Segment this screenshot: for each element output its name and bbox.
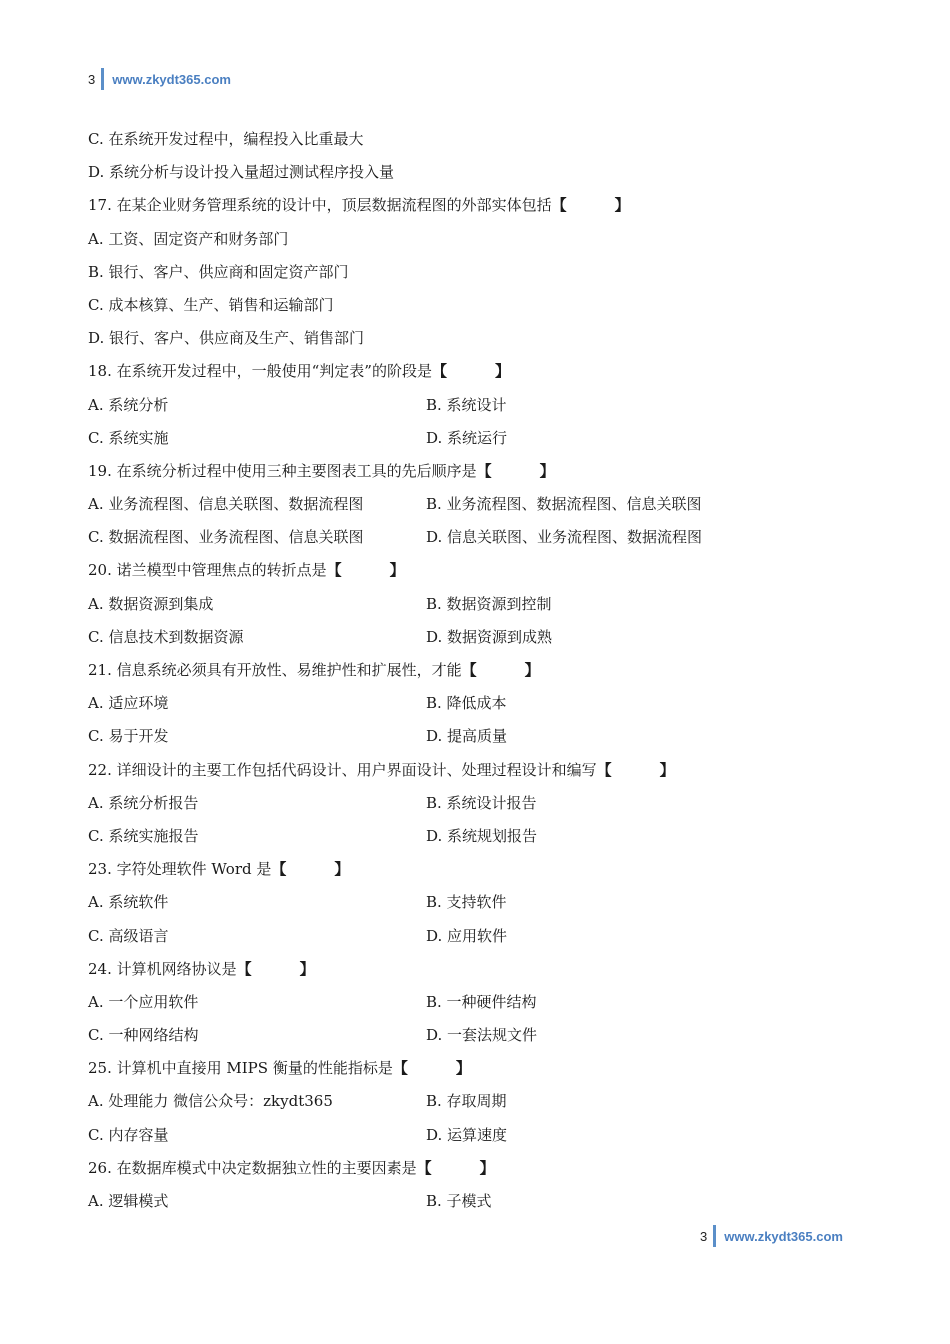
answer-bracket-close: 】 [299,959,315,978]
option-line [88,123,848,156]
option-row [88,920,848,953]
footer-page-number: 3 [700,1228,708,1244]
option-row [88,621,848,654]
page-footer [700,1225,843,1247]
option-left: A. 处理能力 微信公众号：zkydt365 [88,1092,333,1111]
option-left: C. 高级语言 [88,926,169,945]
option-left: A. 一个应用软件 [88,992,199,1011]
header-divider [101,68,104,90]
option-row [88,820,848,853]
option-row [88,389,848,422]
question-text: 24. 计算机网络协议是 [88,959,237,978]
answer-bracket-open: 【 [392,1059,408,1078]
answer-bracket-open: 【 [431,362,447,381]
question-text: 17. 在某企业财务管理系统的设计中，顶层数据流程图的外部实体包括 [88,196,552,215]
exam-content [88,123,848,1218]
answer-bracket-open: 【 [476,461,492,480]
answer-bracket-open: 【 [551,196,567,215]
answer-bracket-close: 】 [455,1059,471,1078]
option-left: A. 逻辑模式 [88,1192,169,1210]
option-row [88,720,848,753]
question-line [88,1152,848,1185]
option-row [88,986,848,1019]
question-line [88,189,848,222]
option-line [88,322,848,355]
option-left: A. 系统分析 [88,395,169,414]
option-row [88,1019,848,1052]
question-text: 18. 在系统开发过程中，一般使用“判定表”的阶段是 [88,362,432,381]
option-left: C. 一种网络结构 [88,1026,199,1045]
option-right: D. 系统规划报告 [426,826,538,845]
option-row [88,521,848,554]
question-line [88,455,848,488]
question-text: 19. 在系统分析过程中使用三种主要图表工具的先后顺序是 [88,461,477,480]
header-page-number: 3 [88,71,96,87]
option-text: C. 成本核算、生产、销售和运输部门 [88,295,334,314]
answer-bracket-close: 】 [494,362,510,381]
option-row [88,1085,848,1118]
option-text: B. 银行、客户、供应商和固定资产部门 [88,262,349,281]
option-row [88,886,848,919]
option-right: D. 数据资源到成熟 [426,627,553,646]
option-line [88,256,848,289]
question-text: 21. 信息系统必须具有开放性、易维护性和扩展性，才能 [88,661,462,679]
option-left: C. 内存容量 [88,1125,169,1144]
question-text: 20. 诺兰模型中管理焦点的转折点是 [88,561,327,580]
question-text: 25. 计算机中直接用 MIPS 衡量的性能指标是 [88,1059,393,1078]
option-right: B. 数据资源到控制 [426,594,552,613]
page-header [88,68,231,90]
option-right: D. 应用软件 [426,926,508,945]
footer-site-link[interactable]: www.zkydt365.com [724,1228,843,1244]
question-line [88,654,848,687]
option-text: C. 在系统开发过程中，编程投入比重最大 [88,130,364,148]
question-line [88,853,848,886]
option-right: D. 信息关联图、业务流程图、数据流程图 [426,528,703,547]
option-left: C. 系统实施 [88,428,169,447]
answer-bracket-close: 】 [389,561,405,580]
question-text: 22. 详细设计的主要工作包括代码设计、用户界面设计、处理过程设计和编写 [88,760,597,779]
option-right: B. 支持软件 [426,893,507,912]
question-line [88,1052,848,1085]
answer-bracket-close: 】 [614,196,630,215]
answer-bracket-close: 】 [539,461,555,480]
question-line [88,554,848,587]
answer-bracket-close: 】 [524,661,540,679]
answer-bracket-open: 【 [596,760,612,779]
answer-bracket-open: 【 [416,1158,432,1177]
question-text: 23. 字符处理软件 Word 是 [88,860,272,879]
option-left: A. 系统软件 [88,893,169,912]
option-row [88,422,848,455]
option-row [88,588,848,621]
footer-divider [713,1225,716,1247]
option-right: B. 子模式 [426,1192,492,1210]
option-row [88,687,848,720]
option-row [88,787,848,820]
option-line [88,289,848,322]
option-row [88,1119,848,1152]
option-left: C. 易于开发 [88,727,169,746]
option-right: B. 系统设计报告 [426,793,537,812]
option-text: A. 工资、固定资产和财务部门 [88,229,289,248]
answer-bracket-open: 【 [271,860,287,879]
option-left: C. 系统实施报告 [88,826,199,845]
option-right: D. 运算速度 [426,1125,508,1144]
option-line [88,156,848,189]
answer-bracket-open: 【 [461,661,477,679]
option-right: B. 存取周期 [426,1092,507,1111]
option-left: A. 适应环境 [88,694,169,713]
header-site-link[interactable]: www.zkydt365.com [112,71,231,87]
option-right: D. 一套法规文件 [426,1026,538,1045]
answer-bracket-open: 【 [326,561,342,580]
option-row [88,488,848,521]
answer-bracket-open: 【 [236,959,252,978]
option-text: D. 系统分析与设计投入量超过测试程序投入量 [88,163,395,182]
option-right: D. 提高质量 [426,727,508,746]
option-left: C. 信息技术到数据资源 [88,627,244,646]
question-line [88,953,848,986]
option-left: A. 数据资源到集成 [88,594,214,613]
question-text: 26. 在数据库模式中决定数据独立性的主要因素是 [88,1158,417,1177]
question-line [88,754,848,787]
option-right: B. 一种硬件结构 [426,992,537,1011]
option-line [88,223,848,256]
option-right: B. 业务流程图、数据流程图、信息关联图 [426,495,702,514]
option-left: C. 数据流程图、业务流程图、信息关联图 [88,528,364,547]
option-row [88,1185,848,1218]
option-right: B. 降低成本 [426,694,507,713]
option-text: D. 银行、客户、供应商及生产、销售部门 [88,329,365,348]
option-left: A. 业务流程图、信息关联图、数据流程图 [88,495,364,514]
answer-bracket-close: 】 [334,860,350,879]
option-right: D. 系统运行 [426,428,508,447]
answer-bracket-close: 】 [479,1158,495,1177]
option-right: B. 系统设计 [426,395,507,414]
answer-bracket-close: 】 [659,760,675,779]
option-left: A. 系统分析报告 [88,793,199,812]
question-line [88,355,848,388]
